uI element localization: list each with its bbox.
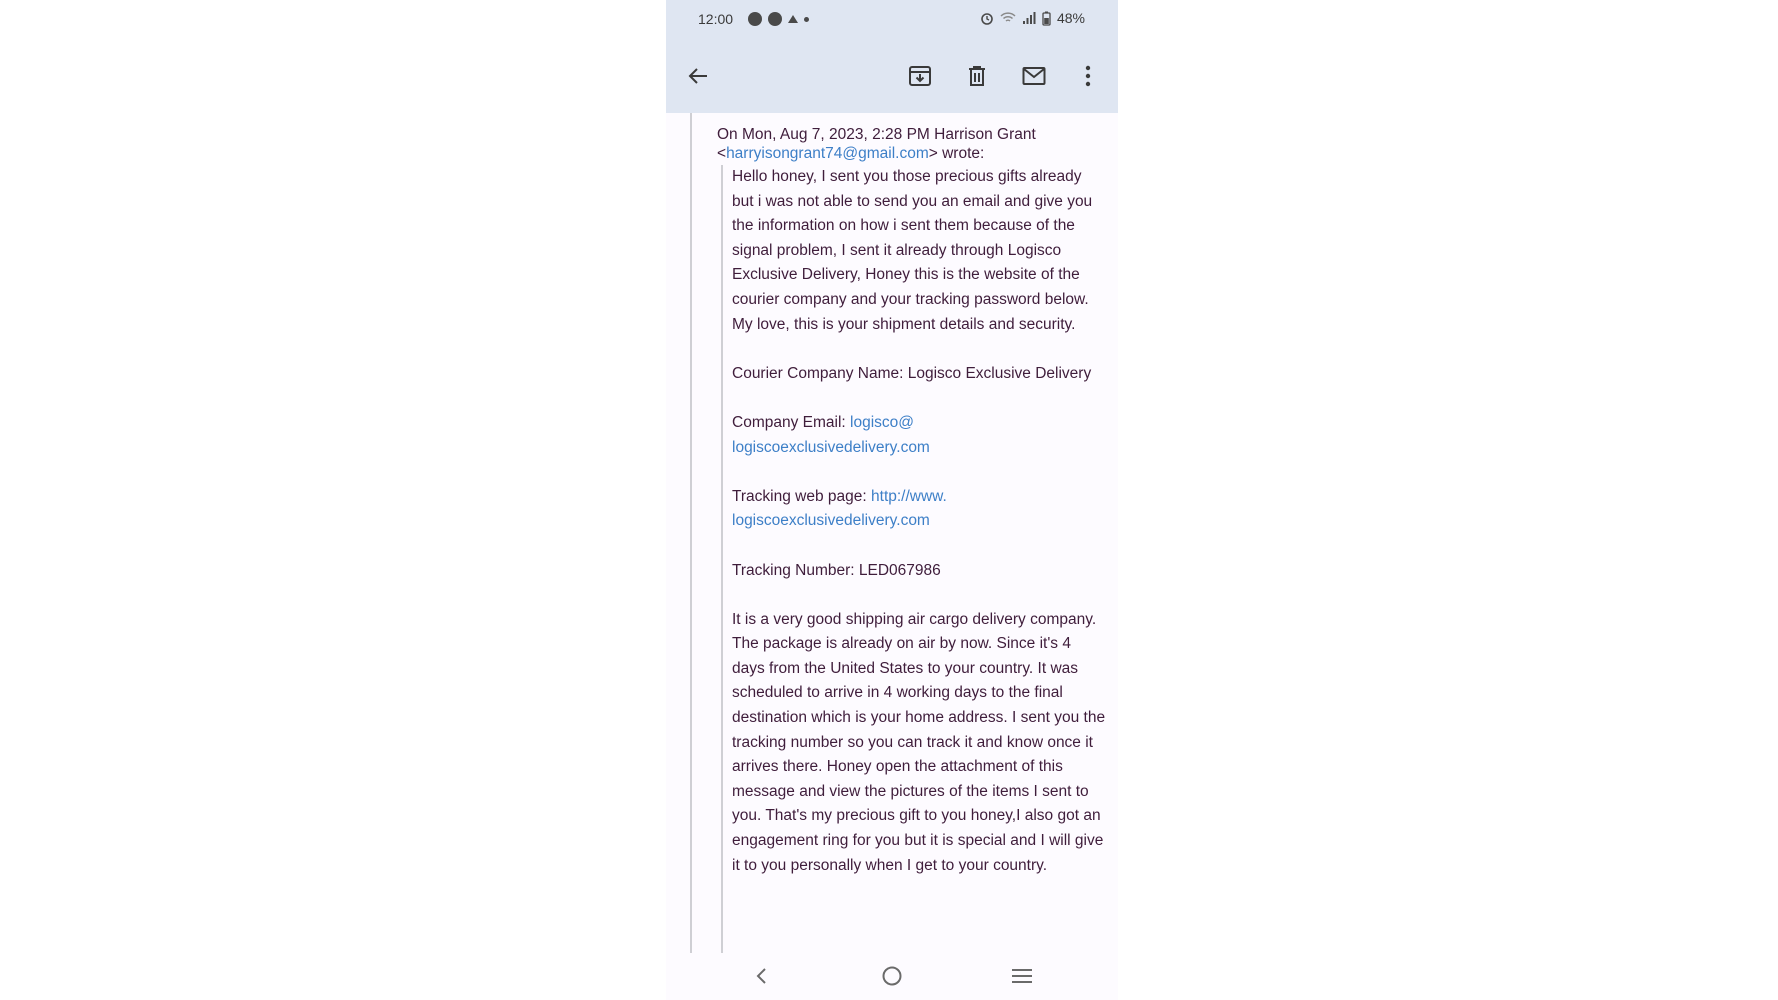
messenger-icon xyxy=(748,12,762,26)
tracking-page-link[interactable]: http://www. logiscoexclusivedelivery.com xyxy=(732,487,947,530)
more-options-button[interactable] xyxy=(1070,58,1106,94)
nav-home-icon xyxy=(881,965,903,987)
tracking-number-line: Tracking Number: LED067986 xyxy=(732,561,941,579)
more-vert-icon xyxy=(1085,65,1091,87)
company-email-line xyxy=(732,411,1107,460)
nav-home-button[interactable] xyxy=(877,961,907,991)
quote-header-prefix: On Mon, Aug 7, 2023, 2:28 PM Harrison Grant xyxy=(717,126,1036,143)
sender-email-link[interactable]: harryisongrant74@gmail.com xyxy=(726,145,929,162)
back-arrow-icon xyxy=(687,65,709,87)
quote-header xyxy=(717,125,1107,163)
nav-recents-button[interactable] xyxy=(1007,961,1037,991)
drive-icon xyxy=(788,15,798,23)
email-body-scroll[interactable] xyxy=(666,113,1118,953)
delete-icon xyxy=(967,65,987,87)
phone-screen xyxy=(666,0,1118,1000)
tracking-page-label: Tracking web page: xyxy=(732,487,872,505)
nav-recents-icon xyxy=(1011,968,1033,984)
quote-header-suffix: > wrote: xyxy=(928,145,985,162)
status-right xyxy=(980,10,1085,26)
notification-icons xyxy=(748,12,809,26)
inner-quote-bar xyxy=(721,165,723,953)
back-button[interactable] xyxy=(680,58,716,94)
more-notifications-icon xyxy=(804,17,809,22)
outer-quote-bar xyxy=(690,113,692,953)
battery-percent: 48% xyxy=(1056,10,1085,26)
status-time: 12:00 xyxy=(698,11,734,27)
signal-icon xyxy=(1022,11,1036,25)
nav-back-button[interactable] xyxy=(746,961,776,991)
archive-icon xyxy=(908,65,932,87)
company-email-link[interactable]: logisco@ logiscoexclusivedelivery.com xyxy=(732,413,930,456)
archive-button[interactable] xyxy=(902,58,938,94)
email-toolbar xyxy=(666,38,1118,113)
delete-button[interactable] xyxy=(959,58,995,94)
courier-name-line: Courier Company Name: Logisco Exclusive Delivery xyxy=(732,364,1092,382)
message-paragraph-2: It is a very good shipping air cargo delivery company. The package is already on air by now. Since it's 4 days from the United States to your country. It was scheduled to arrive in 4 working days to the final destination which is your home address. I sent you the tracking number so you can track it and know once it arrives there. Honey open the attachment of this message and view the pictures of the items I sent to you. That's my precious gift to you honey,I also got an engagement ring for you but it is special and I will give it to you personally when I get to your country. xyxy=(732,610,1106,874)
wifi-icon xyxy=(1000,11,1016,25)
alarm-icon xyxy=(980,11,994,25)
status-bar xyxy=(666,0,1118,38)
notification-app-icon xyxy=(768,12,782,26)
mark-unread-icon xyxy=(1022,66,1046,86)
nav-back-icon xyxy=(754,967,768,985)
mark-unread-button[interactable] xyxy=(1016,58,1052,94)
quote-header-lt: < xyxy=(717,145,727,162)
battery-icon xyxy=(1042,11,1051,26)
company-email-label: Company Email: xyxy=(732,413,851,431)
tracking-page-line xyxy=(732,485,1107,534)
quoted-message xyxy=(732,165,1107,903)
system-nav-bar xyxy=(666,953,1118,1000)
message-paragraph-1: Hello honey, I sent you those precious gifts already but i was not able to send you an email and give you the information on how i sent them because of the signal problem, I sent it already through Logisco Exclusive Delivery, Honey this is the website of the courier company and your tracking password below. My love, this is your shipment details and security. xyxy=(732,168,1093,333)
